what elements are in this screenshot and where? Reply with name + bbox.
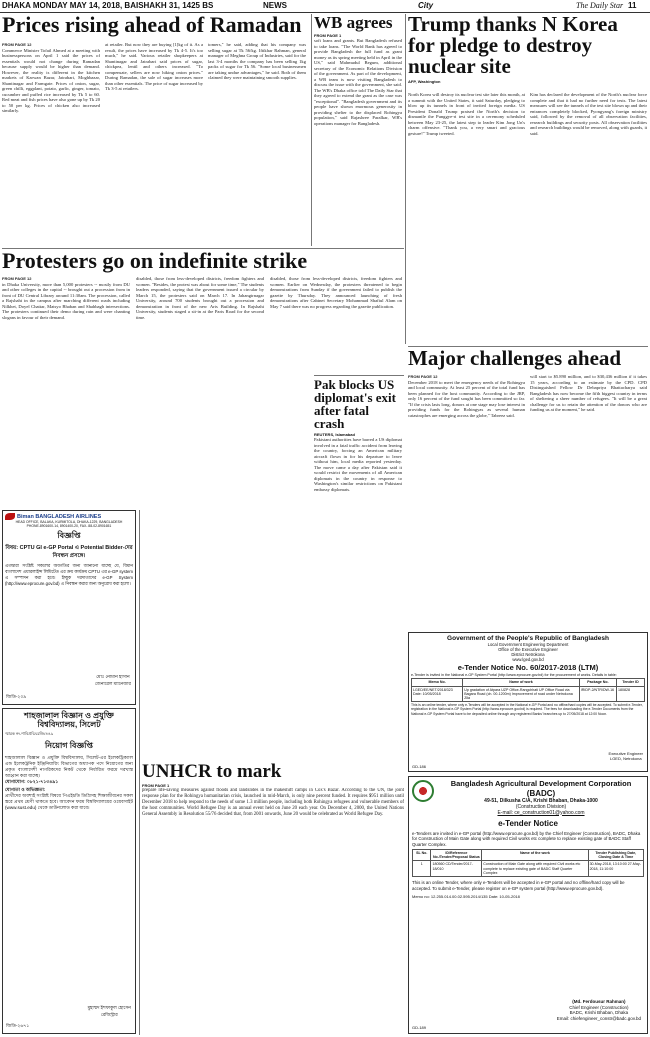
headline-unhcr: UNHCR to mark [142, 762, 282, 782]
headline-ramadan: Prices rising ahead of Ramadan [2, 14, 302, 37]
sust-code: জিডি-২৬৭১ [6, 1023, 30, 1028]
byline: REUTERS, Islamabad [314, 432, 355, 437]
table-header: Package No. [579, 679, 616, 686]
biman-subject: বিষয়: CPTU GI e-GP Portal এ Potential Bidder-দের নিবন্ধন প্রসঙ্গে। [5, 545, 133, 559]
badc-address: 49-51, Dilkusha C/A, Krishi Bhaban, Dhaka-1000 [484, 797, 598, 804]
byline: FROM PAGE 12 [2, 42, 32, 47]
table-header: Name of the work [482, 850, 588, 861]
major-col2: will start to $5.890 million, and to $30,436 million if it takes 15 years, according to an estimate by the CPD. CPD Distinguished Fellow Dr Debapriya Bhattacharya said Bangladesh has now become the fifth biggest country in terms of sheltering a sheer number of refugees. "It will be a great challenge for us to retain the attention of the donors who are funding us at the moment," he said. [530, 374, 647, 412]
sust-phone: যোগাযোগ: ০৮২১-৭১৩৪৯১ [5, 779, 59, 784]
headline-pak: Pak blocks US diplomat's exit after fatal crash [314, 378, 396, 431]
body-text: Pakistani authorities have barred a US diplomat involved in a fatal traffic accident from leaving the country, forcing an American military aircraft flown in for his departure to leave without him, local media reported yesterday. The move came a day after Pakistan said it would restrict the movements of all American diplomats in the country in response to Washington's similar restrictions on Pakistani embassy diplomats. [314, 437, 402, 492]
table-header-row [412, 679, 645, 686]
sign-title: Chief Engineer (Construction) [569, 1004, 629, 1010]
ramadan-col1 [2, 42, 100, 246]
byline: FROM PAGE 12 [408, 374, 438, 379]
lged-code: GD-186 [412, 764, 427, 769]
body-text: soft loans and grants. But Bangladesh refused to take loans. "The World Bank has agreed to provide Bangladesh the full fund as grant money as its spring meeting held in April in the US," said Mahmudul Begum, additional secretary of the Economic Relations Division of the government. As part of the development, a WB team is now visiting Bangladesh to discuss the issue with the government, she said. The WB's Dhaka office told The Daily Star that they agreed to extend the grant as the case was "exceptional". "Bangladesh government and its people have shown enormous generosity in providing shelter to the displaced Rohingya population," said Rajashree Paralkar, WB's operations manager for Bangladesh. [314, 38, 402, 126]
lged-office: Office of the Executive Engineer [498, 647, 558, 652]
table-cell: 30-May-2018, 13:10:00 27-May-2018, 11:10:00 [588, 861, 643, 877]
lged-title: e-Tender Notice No. 60/2017-2018 (LTM) [457, 663, 599, 672]
dateline: DHAKA MONDAY MAY 14, 2018, BAISHAKH 31, 1425 BS [2, 1, 214, 10]
table-header: Memo No. [412, 679, 463, 686]
ramadan-col2: at retailer. But now they are buying [1]kg of it. As a result, the prices have increased by Tk 4-5. It's too much," he said. Various retailer shopkeepers at Shantinagar and Jatrabari said prices of sugar, chickpea, lentil and others increased. "To compensate, sellers are now hiking onion prices." During Ramadan, the sale of sugar increases more than other essentials. The price of sugar increased by Tk 3-5 at retailers. [105, 42, 203, 91]
sust-signature [88, 1005, 131, 1019]
lged-intro: e-Tender is invited in the National e-GP System Portal (http://www.eprocure.gov.bd) for the procurement of works. Details in table: [411, 673, 617, 677]
section-label: NEWS [263, 1, 287, 10]
biman-bird-icon [5, 513, 15, 520]
badc-abbr: (BADC) [526, 788, 556, 798]
body-text: in Dhaka University, more than 5,000 protesters -- mostly from DU and other colleges in the capital -- brought out a procession from in front of DU Central Library around 11:30am. The procession, called a Rajshahi in the campus after marching different roads including Nilkhet, Doyel Chattar, Matsyo Bhaban and Shahbagh intersections. The protesters continued their demo during rain and were chanting slogans in favour of their demand. [2, 281, 130, 320]
sign-name: (Md. Ferdousur Rahman) [572, 999, 626, 1004]
brand-name: The Daily Star [576, 1, 624, 10]
biman-address: HEAD OFFICE, BALAKA, KURMITOLA, DHAKA-1229, BANGLADESH [15, 520, 123, 524]
page-number: 11 [628, 1, 637, 10]
table-cell: Up gradation of Atpara UZP Office-Rangchhati UP Office Road via Bagara Road (ch. 00-1200m) Improvement of road under Netrokona Zila [463, 686, 580, 702]
table-header: Tender Publishing Date, Closing Date & Time [588, 850, 643, 861]
badc-email[interactable]: E-mail: ce_construction01@yahoo.com [497, 809, 585, 816]
sust-heading: নিয়োগ বিজ্ঞপ্তি [44, 741, 94, 750]
ramadan-col3: tomers," he said, adding that his company was selling sugar at Tk 56/kg. Iftikhar Rahman, general manager of Meghna Group of Industries, said for the last 3-4 months the company has been selling 1kg packs of sugar for Tk 56. "Some local businessmen are taking undue advantages," he said. Both of them claimed they were maintaining smooth supplies. [208, 42, 306, 80]
badc-intro: e-Tenders are invited in e-GP portal (http://www.eprocure.gov.bd) by the Chief Engineer (Construction), BADC, Dhaka for Construction of Main Gate along with required Civil works etc complete to replace existing gate of BADC Staff Quarter Complex. [412, 830, 641, 847]
badc-signature [557, 999, 641, 1021]
table-cell: 180828 [617, 686, 645, 702]
protest-col3: disabled, those from less-developed districts, freedom fighters and women. Earlier on Wednesday, the protesters threatened to begin demonstrations from Sunday if the government failed to publish the gazette by Thursday. They announced launching of fresh demonstrations after Cabinet Secretary Mohammad Shafiul Alam on May 7 said there was no progress regarding the gazette publication. [270, 276, 402, 309]
headline-protest: Protesters go on indefinite strike [2, 250, 308, 273]
byline: FROM PAGE 12 [2, 276, 32, 281]
sign-office: LGED, Netrokona [609, 756, 642, 761]
article-trump [408, 14, 648, 344]
table-header: Name of work [463, 679, 580, 686]
table-header: Tender ID [617, 679, 645, 686]
protest-col2: disabled, those from less-developed districts, freedom fighters and women. "Besides, the protest was about for some time," The students leaders responded, saying that the government issued a circular by March 15, the protesters said on March 17. In Jahangirnagar University, around 700 students brought out a procession and demonstration in front of the new Arts Building. In Rajshahi University, students staged a sit-in at the Paris Road for the second time. [136, 276, 264, 320]
article-ramadan [2, 14, 308, 246]
body-text: December 2018 to meet the emergency needs of the Rohingya and local community. At least 25 percent of the total fund has been planned for the host community. According to the JRP, only 16 percent of the fund sought has been committed so far. "If the crisis lasts long, donors at one stage may lose interest in providing funds for the Rohingyas as several human catastrophes are emerging across the globe," Tabreez said. [408, 379, 525, 418]
table-cell: IRIDP-2/NTR/DW-16 [579, 686, 616, 702]
ad-biman [2, 510, 136, 705]
sign-email: Email: chiefengineer_constr@badc.gov.bd [556, 1015, 641, 1021]
article-wb [314, 14, 402, 246]
sust-body2: প্রার্থীদের অবশ্যই সংশ্লিষ্ট বিষয়ে পিএইচডি ডিগ্রিসহ শিক্ষাজীবনের সকল স্তরে প্রথম শ্রেণী থাকতে হবে। আবেদন ফরম বিশ্ববিদ্যালয়ের ওয়েবসাইট (www.sust.edu) থেকে ডাউনলোড করা যাবে। [5, 793, 133, 810]
headline-major: Major challenges ahead [408, 348, 622, 370]
lged-table [411, 678, 645, 702]
biman-notice-title: বিজ্ঞপ্তি [57, 531, 81, 540]
trump-col2: Kim has declared the development of the North's nuclear force complete and that it had no further need for tests. The latest measures will see the tunnels of the test site blown up and their entrances completely blocked, Pyongyang's foreign ministry said, followed by the removal of all observation facilities, research buildings and security posts. All observation facilities and research buildings would be removed, along with guards, it said. [530, 92, 647, 136]
sign-name: মোঃ নোমান হাসান [96, 674, 130, 679]
sust-body: শাহজালাল বিজ্ঞান ও প্রযুক্তি বিশ্ববিদ্যালয়, সিলেট-এর ইলেকট্রিক্যাল এন্ড ইলেকট্রনিক ইঞ্জিনিয়ারিং বিভাগের অধ্যাপক পদে নিয়োগের জন্য প্রকৃত বাংলাদেশী নাগরিকদের নিকট থেকে নির্ধারিত ফরমে দরখাস্ত আহ্বান করা যাচ্ছে। [5, 755, 133, 778]
sust-ref: স্মারক নং-শাবিপ্রবি/রেজি/৪৪৯ [5, 731, 54, 736]
lged-gov: Government of the People's Republic of Bangladesh [447, 635, 609, 642]
ad-lged [408, 632, 648, 772]
headline-wb: WB agrees [314, 14, 393, 32]
biman-body: এতদ্বারা সংশ্লিষ্ট সকলের অবগতির জন্য জানানো যাচ্ছে যে, বিমান বাংলাদেশ এয়ারলাইন্স লিমিটেড এর ক্রয় কার্যক্রম CPTU এর e-GP system এ সম্পাদন করা হবে। ইচ্ছুক দরদাতাদের e-GP System (http://www.eprocure.gov.bd) এ নিবন্ধন করার জন্য অনুরোধ করা হলো। [5, 563, 133, 586]
trump-col1: North Korea will destroy its nuclear test site later this month, at a summit with the United States, it said Saturday, pledging to blow up its tunnels in front of invited foreign media. US President Donald Trump praised the North's decision to dismantle the Punggye-ri test site in a ceremony scheduled between May 23-25, the latest step to leader Kim Jong Un's charm offensive. "Thank you, a very smart and gracious gesture!" Trump tweeted. [408, 92, 525, 136]
badc-table [412, 849, 644, 877]
biman-ref: জিডি-২০৯ [6, 694, 27, 699]
lged-signature [609, 751, 643, 761]
table-cell: Construction of Main Gate along with required Civil works etc complete to replace existing gate of BADC Staff Quarter Complex [482, 861, 588, 877]
lged-note: This is an online tender, where only e-Tenders will be accepted in the National e-GP Portal and no offline/hard copies will be accepted. To submit e-Tender, registration in the National e-GP System Portal (http://www.eprocure.gov.bd) is required. The fees for downloading the e-Tender Documents from the National e-GP System Portal have to be deposited online through any registered Banks' branches up to 27/05/2018 at 12:00 Noon. [411, 703, 643, 716]
sign-name: মুহাম্মদ ইশফাকুল হোসেন [87, 1005, 131, 1010]
sust-section: যোগ্যতা ও অভিজ্ঞতা: [5, 787, 46, 792]
badc-code: GD-189 [412, 1025, 427, 1030]
biman-signature [95, 674, 131, 688]
table-cell: 180560 CD/Tender/2017-18/010 [431, 861, 482, 877]
lged-dept: Local Government Engineering Department [487, 642, 569, 647]
article-unhcr [142, 762, 404, 1034]
table-cell: 1 [413, 861, 431, 877]
badc-note: This is an online Tender, where only e-Tenders will be accepted in e-GP portal and no offline/hard copy will be accepted. To submit e-Tender, please register on e-GP system portal (http://www.eprocure.gov.bd). [412, 880, 625, 891]
badc-org: Bangladesh Agricultural Development Corporation [450, 779, 632, 788]
badc-logo-icon [412, 780, 434, 802]
badc-header [412, 780, 644, 816]
byline: FROM PAGE 1 [314, 33, 342, 38]
table-cell: LGED/EE/NET/2018/323 Date: 10/05/2018 [412, 686, 463, 702]
byline: AFP, Washington [408, 79, 441, 84]
body-text: prepare life-saving measures against floods and landslides in the makeshift camps in Cox's Bazar. According to the UN, the joint response plan for the Rohingya humanitarian crisis, launched in mid-March, is only nine percent funded. It requires $951 million until December 2018 to help respond to the needs of some 1.3 million people, including both Rohingya refugees and vulnerable members of the host communities. World Refugee Day is an annual event held on June 20 each year. On December 4, 2000, the United Nations General Assembly in Resolution 55/76 decided that, from 2001 onwards, June 20 would be celebrated as World Refugee Day. [142, 788, 404, 817]
city-label: City [418, 1, 434, 10]
ad-badc [408, 776, 648, 1034]
table-row [413, 861, 644, 877]
body-text: Commerce Minister Tofail Ahmed at a meeting with businesspersons on April 1 said the prices of essentials would not change during Ramadan because supply would be higher than demand. However, the reality is different in the kitchen markets of Karwan Bazar, Jatrabari, Moghbazar, Shantinagar and Farmgate. Prices of onion, sugar, green chilli, eggplant, potato, garlic, ginger, tomato, cucumber and puffed rice increased by Tk 5 to 60. Red meat and fish prices have also gone up by Tk 20 to 50 per kg. Prices of chicken also increased similarly. [2, 47, 100, 113]
table-header-row [413, 850, 644, 861]
table-header: SL No. [413, 850, 431, 861]
sign-title: রেজিস্ট্রার [100, 1012, 118, 1017]
biman-logo-text: Biman BANGLADESH AIRLINES [17, 513, 102, 520]
sign-org: BADC, Krishi Bhaban, Dhaka [569, 1010, 629, 1015]
table-row [412, 686, 645, 702]
badc-title: e-Tender Notice [498, 818, 558, 828]
table-header: ID/Reference No./Tender/Proposal Status [432, 851, 480, 860]
headline-trump: Trump thanks N Korea for pledge to destroy nuclear site [408, 14, 618, 78]
badc-division: (Construction Division) [515, 803, 567, 810]
biman-logo [5, 513, 133, 520]
biman-phone: PHONE-8901600-14, 8901400-20, FAX- 88-02-8901651 [26, 524, 112, 528]
sust-title: শাহজালাল বিজ্ঞান ও প্রযুক্তি বিশ্ববিদ্যালয়, সিলেট [24, 711, 114, 729]
badc-memo: Memo no: 12.255.014.00.02.595.2014/135 Date: 10-05-2018 [412, 894, 520, 900]
byline: FROM PAGE 1 [142, 783, 170, 788]
lged-website[interactable]: www.lged.gov.bd [512, 657, 544, 662]
article-pak [314, 378, 402, 628]
major-col1 [408, 374, 525, 628]
lged-district: District Netrokona [511, 652, 545, 657]
ad-sust [2, 708, 136, 1034]
sign-title: জেনারেল ম্যানেজার [94, 681, 131, 686]
protest-col1 [2, 276, 130, 505]
sign-title: Executive Engineer [608, 751, 643, 756]
article-major [408, 348, 648, 628]
page-header [0, 0, 650, 13]
